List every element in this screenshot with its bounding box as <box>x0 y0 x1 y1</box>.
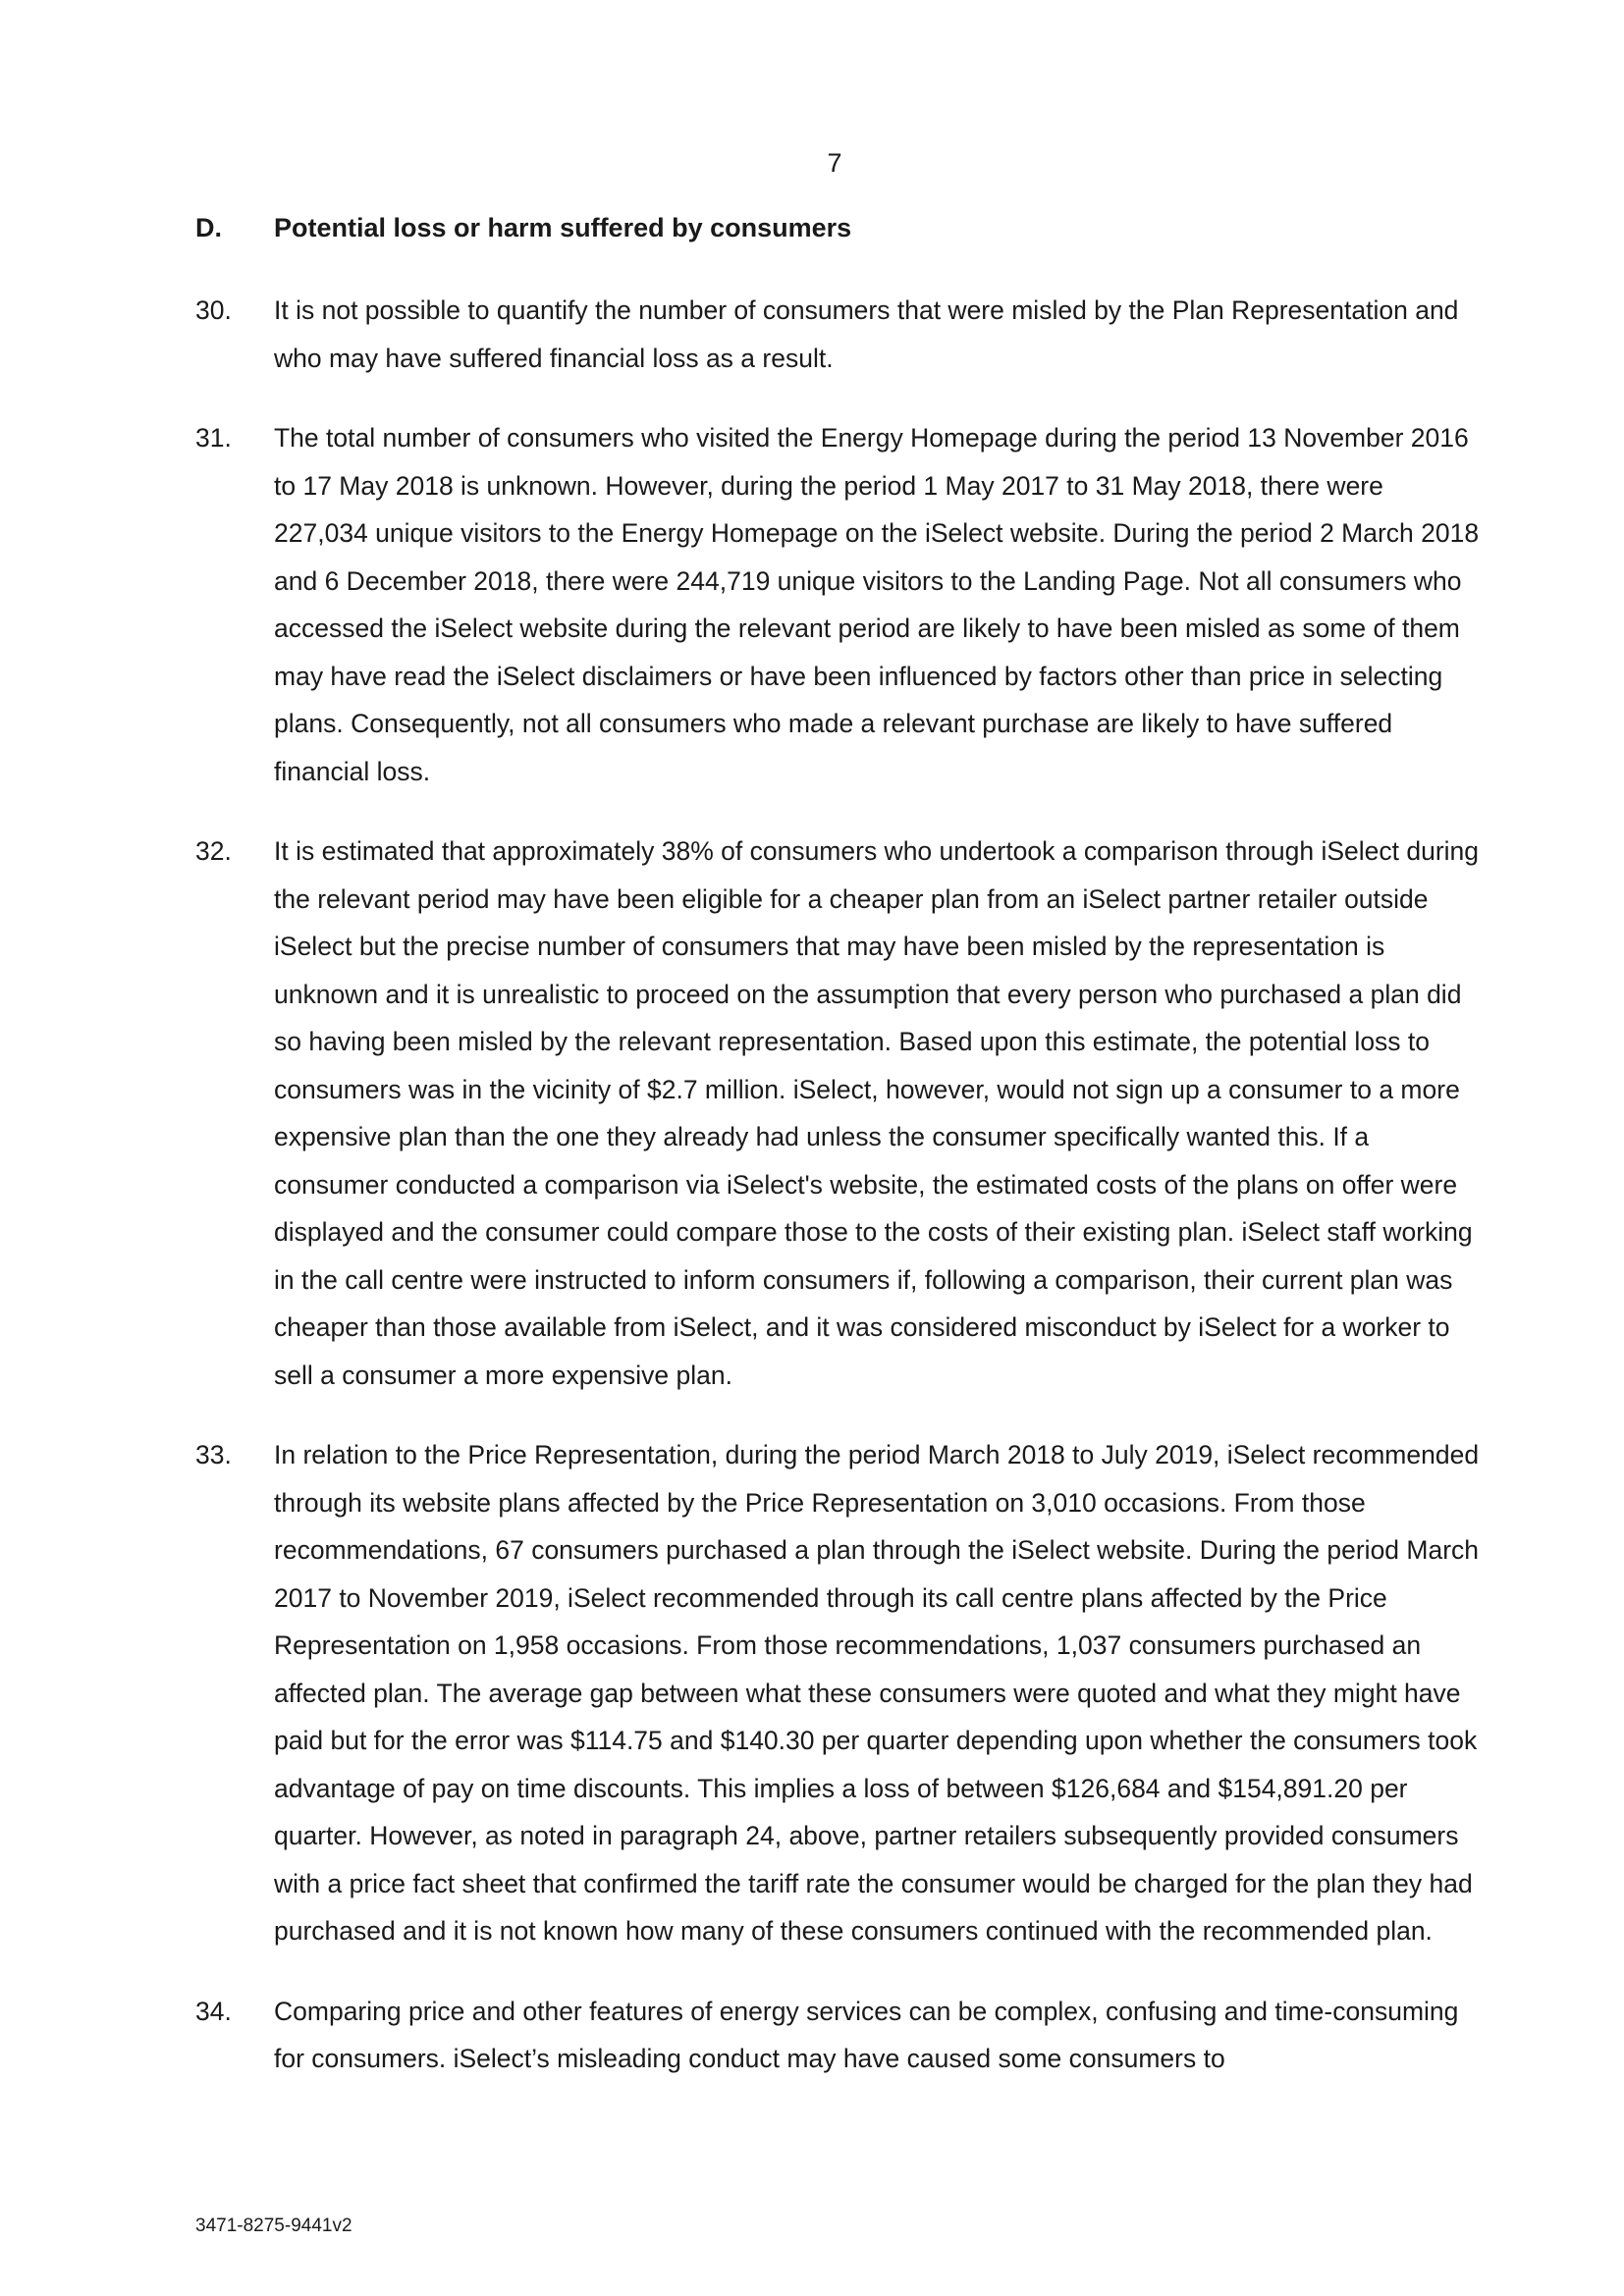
paragraph-text: It is not possible to quantify the number of consumers that were misled by the Plan Representation and who may have suffered financial loss as a result. <box>274 295 1459 373</box>
section-d <box>195 208 1482 2115</box>
paragraph-text: Comparing price and other features of energy services can be complex, confusing and time-consuming for consumers. iSelect’s misleading conduct may have caused some consumers to <box>274 1996 1459 2073</box>
paragraph-30 <box>195 287 1482 382</box>
paragraph-32 <box>195 828 1482 1399</box>
document-reference: 3471-8275-9441v2 <box>195 2216 352 2236</box>
paragraph-34 <box>195 1988 1482 2083</box>
paragraph-number: 33. <box>195 1440 232 1469</box>
paragraph-text: It is estimated that approximately 38% of consumers who undertook a comparison through iSelect during the relevant period may have been eligible for a cheaper plan from an iSelect partner retailer outside iSelect but the precise number of consumers that may have been misled by the representation is unknown and it is unrealistic to proceed on the assumption that every person who purchased a plan did so having been misled by the relevant representation. Based upon this estimate, the potential loss to consumers was in the vicinity of $2.7 million. iSelect, however, would not sign up a consumer to a more expensive plan than the one they already had unless the consumer specifically wanted this. If a consumer conducted a comparison via iSelect's website, the estimated costs of the plans on offer were displayed and the consumer could compare those to the costs of their existing plan. iSelect staff working in the call centre were instructed to inform consumers if, following a comparison, their current plan was cheaper than those available from iSelect, and it was considered misconduct by iSelect for a worker to sell a consumer a more expensive plan. <box>274 836 1480 1390</box>
section-heading <box>195 208 1482 247</box>
paragraph-number: 31. <box>195 423 232 453</box>
paragraph-number: 32. <box>195 836 232 866</box>
paragraph-31 <box>195 414 1482 795</box>
paragraph-number: 34. <box>195 1996 232 2026</box>
paragraph-text: In relation to the Price Representation, during the period March 2018 to July 2019, iSelect recommended through its website plans affected by the Price Representation on 3,010 occasions. From those recommendations, 67 consumers purchased a plan through the iSelect website. During the period March 2017 to November 2019, iSelect recommended through its call centre plans affected by the Price Representation on 1,958 occasions. From those recommendations, 1,037 consumers purchased an affected plan. The average gap between what these consumers were quoted and what they might have paid but for the error was $114.75 and $140.30 per quarter depending upon whether the consumers took advantage of pay on time discounts. This implies a loss of between $126,684 and $154,891.20 per quarter. However, as noted in paragraph 24, above, partner retailers subsequently provided consumers with a price fact sheet that confirmed the tariff rate the consumer would be charged for the plan they had purchased and it is not known how many of these consumers continued with the recommended plan. <box>274 1440 1480 1946</box>
page-number: 7 <box>827 148 842 178</box>
paragraph-number: 30. <box>195 295 232 325</box>
section-title: Potential loss or harm suffered by consumers <box>274 213 852 242</box>
paragraph-text: The total number of consumers who visited the Energy Homepage during the period 13 November 2016 to 17 May 2018 is unknown. However, during the period 1 May 2017 to 31 May 2018, there were 227,034 unique visitors to the Energy Homepage on the iSelect website. During the period 2 March 2018 and 6 December 2018, there were 244,719 unique visitors to the Landing Page. Not all consumers who accessed the iSelect website during the relevant period are likely to have been misled as some of them may have read the iSelect disclaimers or have been influenced by factors other than price in selecting plans. Consequently, not all consumers who made a relevant purchase are likely to have suffered financial loss. <box>274 423 1480 786</box>
section-letter: D. <box>195 213 222 242</box>
paragraph-33 <box>195 1431 1482 1955</box>
